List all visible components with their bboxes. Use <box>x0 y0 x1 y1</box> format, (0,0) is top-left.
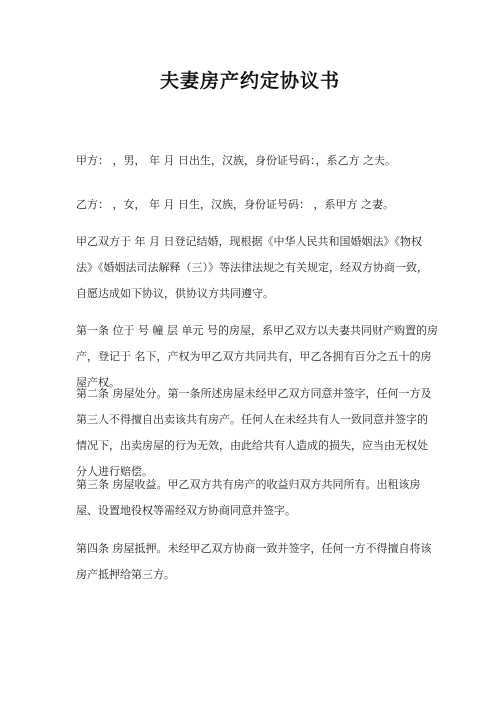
article-4-paragraph: 第四条 房屋抵押。未经甲乙双方协商一致并签字，任何一方不得擅自将该房产抵押给第三方。 <box>76 542 432 581</box>
document-title: 夫妻房产约定协议书 <box>159 70 340 92</box>
party-a-paragraph: 甲方： ，男， 年 月 日出生，汉族，身份证号码：，系乙方 之夫。 <box>76 154 396 167</box>
party-b-paragraph: 乙方： ，女， 年 月 日生，汉族，身份证号码： ，系甲方 之妻。 <box>76 198 394 211</box>
intro-paragraph: 甲乙双方于 年 月 日登记结婚，现根据《中华人民共和国婚姻法》《物权法》《婚姻法司法解释（三）》等法律法规之有关规定，经双方协商一致，自愿达成如下协议，供协议方共同遵守。 <box>76 235 428 300</box>
article-3-paragraph: 第三条 房屋收益。甲乙双方共有房产的收益归双方共同所有。出租该房屋、设置地役权等需经双方协商同意并签字。 <box>76 478 421 517</box>
article-2-paragraph: 第二条 房屋处分。第一条所述房屋未经甲乙双方同意并签字，任何一方及第三人不得擅自出卖该共有房产。任何人在未经共有人一致同意并签字的情况下，出卖房屋的行为无效，由此给共有人造成的损失，应当由无权处分人进行赔偿。 <box>76 387 432 478</box>
article-1-paragraph: 第一条 位于 号 幢 层 单元 号的房屋，系甲乙双方以夫妻共同财产购置的房产，登记于 名下，产权为甲乙双方共同共有，甲乙各拥有百分之五十的房屋产权。 <box>76 324 438 389</box>
